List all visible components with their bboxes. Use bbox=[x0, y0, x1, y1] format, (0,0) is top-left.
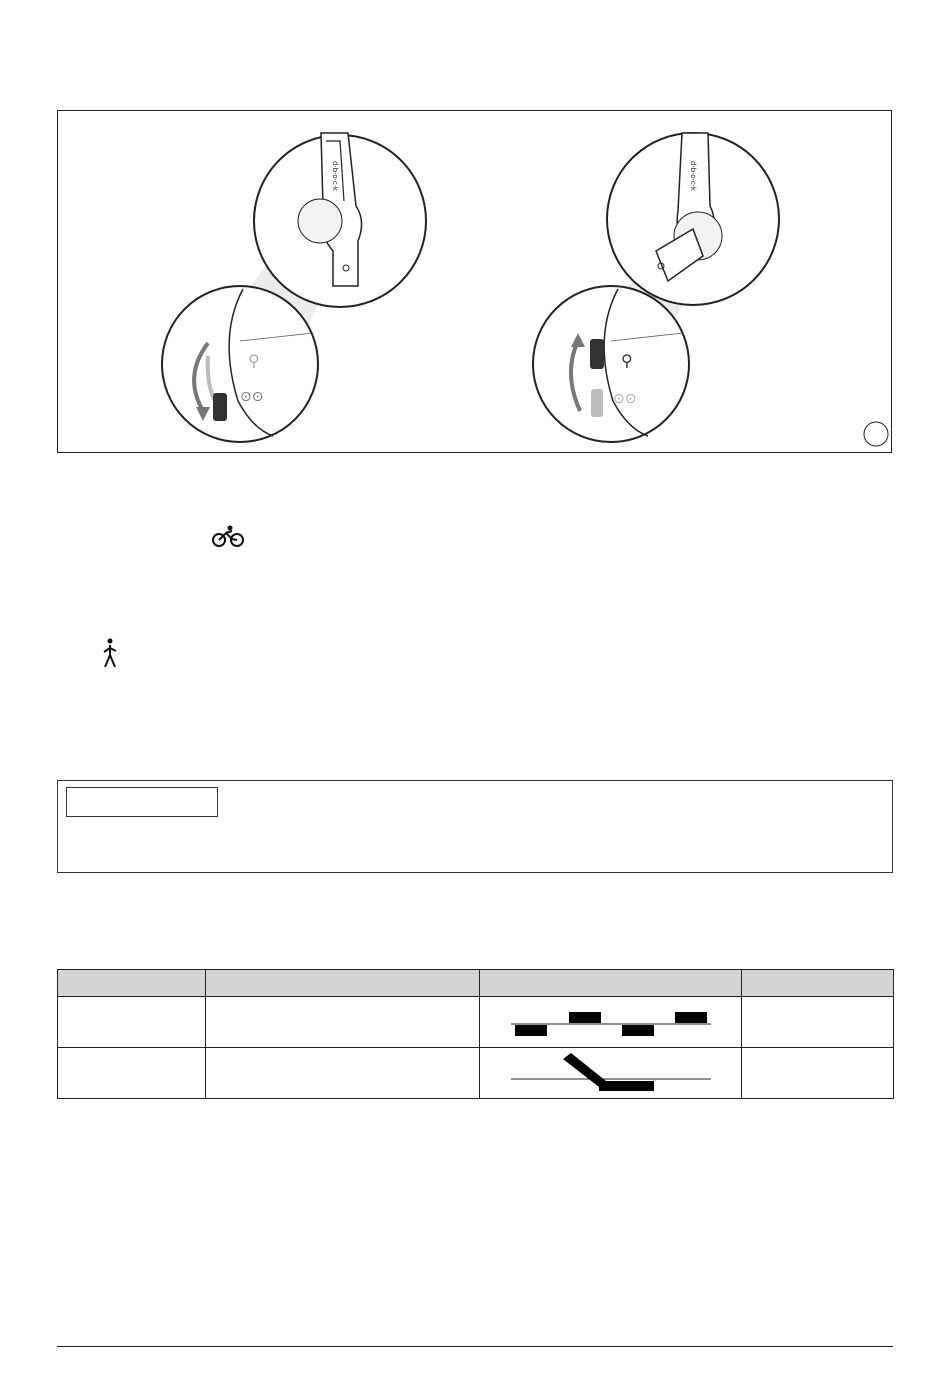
row1-description bbox=[206, 997, 480, 1048]
table-header-row bbox=[58, 970, 894, 997]
table-row bbox=[58, 1048, 894, 1099]
knob-detail-left bbox=[162, 286, 318, 442]
svg-text:d·b·o·c·k: d·b·o·c·k bbox=[331, 161, 339, 191]
svg-text:⚲: ⚲ bbox=[248, 351, 260, 370]
notice-label-box bbox=[66, 787, 218, 817]
row2-description bbox=[206, 1048, 480, 1099]
knob-left bbox=[213, 393, 227, 421]
table-row bbox=[58, 997, 894, 1048]
header-pattern bbox=[480, 970, 742, 997]
alternating-blocks-pattern bbox=[501, 998, 721, 1046]
header-description bbox=[206, 970, 480, 997]
device-magnifier-left bbox=[254, 133, 426, 307]
header-mode bbox=[58, 970, 206, 997]
svg-text:⊙⊙: ⊙⊙ bbox=[613, 391, 637, 407]
row2-mode bbox=[58, 1048, 206, 1099]
notice-box bbox=[57, 780, 893, 873]
svg-text:⚲: ⚲ bbox=[621, 351, 633, 370]
bicycle-icon bbox=[210, 525, 246, 549]
knob-detail-right bbox=[533, 286, 689, 442]
illustration-panel bbox=[57, 110, 892, 453]
svg-text:⊙⊙: ⊙⊙ bbox=[240, 389, 264, 405]
mode-switch-illustration bbox=[58, 111, 893, 454]
svg-text:d·b·o·c·k: d·b·o·c·k bbox=[689, 161, 697, 191]
knob-right bbox=[590, 339, 604, 369]
footer-rule bbox=[57, 1346, 893, 1347]
header-value bbox=[742, 970, 894, 997]
row1-mode bbox=[58, 997, 206, 1048]
slanted-step-pattern bbox=[501, 1049, 721, 1097]
mode-table bbox=[57, 969, 894, 1099]
row1-pattern bbox=[480, 997, 742, 1048]
row1-value bbox=[742, 997, 894, 1048]
figure-number-badge bbox=[864, 422, 888, 446]
row2-value bbox=[742, 1048, 894, 1099]
row2-pattern bbox=[480, 1048, 742, 1099]
device-magnifier-right bbox=[607, 133, 779, 305]
pedestrian-icon bbox=[100, 638, 120, 670]
